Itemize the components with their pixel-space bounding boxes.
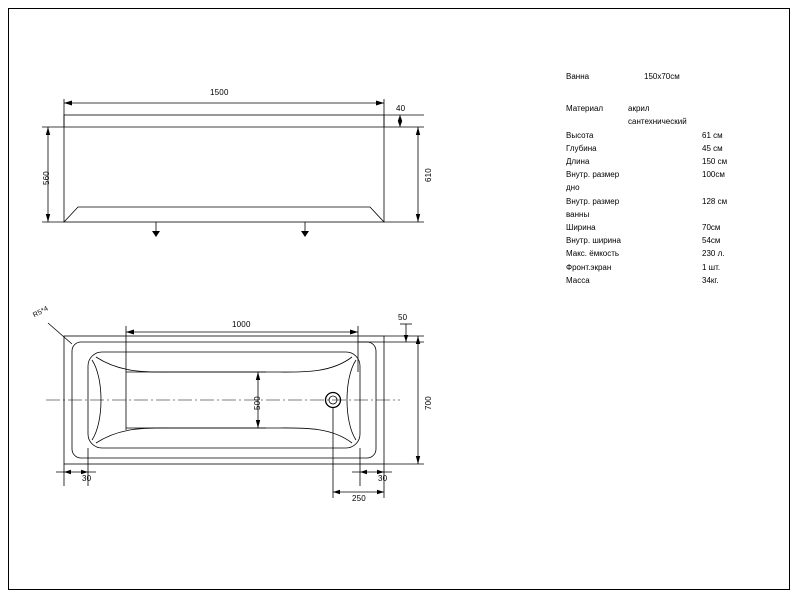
spec-row-value: 1 шт. (702, 262, 721, 272)
spec-row-value: 34кг. (702, 275, 719, 285)
top-view-inner-width-label: 500 (253, 396, 262, 410)
spec-row-value: 61 см (702, 130, 723, 140)
product-title: Ванна (566, 72, 590, 81)
top-view-left-offset-label: 30 (82, 474, 92, 483)
top-view-inner-length-label: 1000 (232, 320, 251, 329)
spec-row-value: 100см (702, 170, 725, 180)
top-view-right-offset-label: 30 (378, 474, 388, 483)
specification-block (566, 70, 766, 287)
spec-row-key: Масса (566, 275, 590, 285)
spec-row (566, 142, 766, 155)
spec-row-key: Внутр. размер ванны (566, 196, 620, 219)
spec-row-key: Макс. ёмкость (566, 249, 620, 259)
spec-row-value: акрил сантехнический (628, 104, 687, 127)
spec-rows (566, 102, 766, 287)
spec-row (566, 247, 766, 260)
spec-row (566, 234, 766, 247)
spec-row-value: 128 см (702, 196, 728, 206)
spec-row-key: Материал (566, 104, 604, 114)
spec-row-value: 150 см (702, 157, 728, 167)
corner-radius-note: R5*4 (32, 305, 50, 320)
top-view-drain-offset-label: 250 (352, 494, 366, 503)
spec-row-value: 70см (702, 223, 721, 233)
top-view-overall-width-label: 700 (424, 396, 433, 410)
spec-row-key: Ширина (566, 223, 596, 233)
spec-row-value: 230 л. (702, 249, 725, 259)
product-size: 150х70см (644, 72, 680, 81)
spec-row-key: Глубина (566, 143, 597, 153)
top-view-rim-width-label: 50 (398, 313, 408, 322)
spec-row-key: Внутр. ширина (566, 236, 621, 246)
spec-row-value: 45 см (702, 143, 723, 153)
spec-row-key: Фронт.экран (566, 262, 612, 272)
spec-row-key: Длина (566, 157, 590, 167)
spec-row (566, 168, 766, 194)
spec-row (566, 102, 766, 128)
spec-row (566, 155, 766, 168)
product-title-row (566, 70, 766, 83)
spec-row (566, 274, 766, 287)
spec-row-value: 54см (702, 236, 721, 246)
front-view-depth-label: 560 (42, 171, 51, 185)
spec-row (566, 195, 766, 221)
front-view-height-label: 610 (424, 168, 433, 182)
spec-row (566, 261, 766, 274)
spec-row-key: Высота (566, 130, 594, 140)
spec-row (566, 129, 766, 142)
front-view-rim-thickness-label: 40 (396, 104, 406, 113)
spec-row-key: Внутр. размер дно (566, 170, 620, 193)
front-view-length-label: 1500 (210, 88, 229, 97)
spec-row (566, 221, 766, 234)
